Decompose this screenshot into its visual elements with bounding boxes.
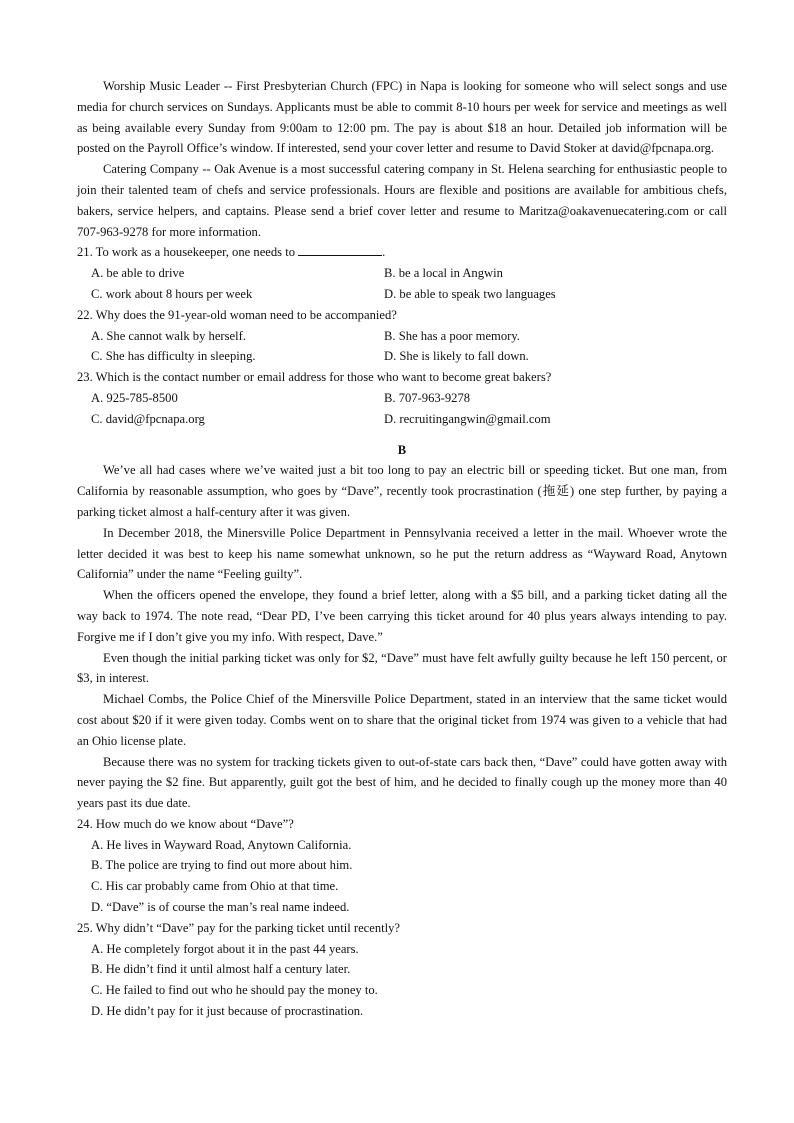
question-stem: 25. Why didn’t “Dave” pay for the parking ticket until recently? (77, 920, 401, 935)
option-c: C. work about 8 hours per week (91, 286, 253, 301)
question-stem: 24. How much do we know about “Dave”? (77, 816, 294, 831)
option-d: D. “Dave” is of course the man’s real name indeed. (91, 900, 350, 915)
options (77, 939, 727, 1022)
option-d: D. recruitingangwin@gmail.com (384, 411, 551, 426)
question-21 (77, 242, 727, 304)
option-a: A. 925-785-8500 (91, 390, 178, 405)
option-b: B. She has a poor memory. (384, 328, 520, 343)
option-c: C. His car probably came from Ohio at that time. (91, 879, 339, 894)
passage-b-paragraph-6: Because there was no system for tracking tickets given to out-of-state cars back then, “Dave” could have gotten away with never paying the $2 fine. But apparently, guilt got the best of him, and he decided to finally cough up the money more than 40 years past its due date. (77, 754, 727, 811)
option-d: D. She is likely to fall down. (384, 349, 529, 364)
question-stem: 21. To work as a housekeeper, one needs to (77, 245, 296, 260)
passage-b-paragraph-5: Michael Combs, the Police Chief of the Minersville Police Department, stated in an interview that the same ticket would cost about $20 if it were given today. Combs went on to share that the original ticket from 1974 was given to a vehicle that had an Ohio license plate. (77, 692, 727, 748)
passage-b-paragraph-4: Even though the initial parking ticket was only for $2, “Dave” must have felt awfully guilty because he left 150 percent, or $3, in interest. (77, 650, 727, 686)
option-b: B. The police are trying to find out more about him. (91, 858, 353, 873)
ad-worship-music-leader: Worship Music Leader -- First Presbyterian Church (FPC) in Napa is looking for someone who will select songs and use media for church services on Sundays. Applicants must be able to commit 8-10 hours per week for service and meetings as well as being available every Sunday from 9:00am to 12:00 pm. The pay is about $18 an hour. Detailed job information will be posted on the Payroll Office’s window. If interested, send your cover letter and resume to David Stoker at david@fpcnapa.org. (77, 79, 727, 156)
passage-b-paragraph-1: We’ve all had cases where we’ve waited just a bit too long to pay an electric bill or speeding ticket. But one man, from California by reasonable assumption, who goes by “Dave”, recently took procrastination (拖延) one step further, by paying a parking ticket almost a half-century after it was given. (77, 463, 727, 519)
question-stem: 22. Why does the 91-year-old woman need to be accompanied? (77, 307, 397, 322)
option-d: D. He didn’t pay for it just because of procrastination. (91, 1004, 364, 1019)
ad-catering-company: Catering Company -- Oak Avenue is a most successful catering company in St. Helena searching for enthusiastic people to join their talented team of chefs and service professionals. Hours are flexible and positions are available for ambitious chefs, bakers, service helpers, and captains. Please send a brief cover letter and resume to Maritza@oakavenuecatering.com or call 707-963-9278 for more information. (77, 162, 727, 239)
answer-blank (298, 242, 382, 256)
question-25 (77, 918, 727, 1022)
option-c: C. He failed to find out who he should pay the money to. (91, 983, 378, 998)
option-a: A. She cannot walk by herself. (91, 328, 246, 343)
passage-b-paragraph-3: When the officers opened the envelope, they found a brief letter, along with a $5 bill, and a parking ticket dating all the way back to 1974. The note read, “Dear PD, I’ve been carrying this ticket around for 40 plus years always intending to pay. Forgive me if I don’t give you my info. With respect, Dave.” (77, 588, 727, 644)
section-b-title: B (397, 442, 407, 457)
option-b: B. He didn’t find it until almost half a century later. (91, 962, 351, 977)
option-a: A. be able to drive (91, 266, 185, 281)
option-a: A. He lives in Wayward Road, Anytown California. (91, 837, 352, 852)
question-24 (77, 814, 727, 918)
options (77, 326, 727, 368)
option-b: B. 707-963-9278 (384, 390, 471, 405)
option-a: A. He completely forgot about it in the past 44 years. (91, 941, 359, 956)
option-c: C. She has difficulty in sleeping. (91, 349, 256, 364)
question-22 (77, 305, 727, 367)
question-punctuation: . (382, 245, 386, 260)
options (77, 835, 727, 918)
question-23 (77, 367, 727, 429)
option-c: C. david@fpcnapa.org (91, 411, 205, 426)
document-page (77, 76, 727, 1022)
options (77, 263, 727, 305)
options (77, 388, 727, 430)
passage-b-paragraph-2: In December 2018, the Minersville Police Department in Pennsylvania received a letter in the mail. Whoever wrote the letter decided it was best to keep his name somewhat unknown, so he put the return address as “Wayward Road, Anytown California” under the name “Feeling guilty”. (77, 525, 727, 582)
option-b: B. be a local in Angwin (384, 266, 503, 281)
option-d: D. be able to speak two languages (384, 286, 556, 301)
question-stem: 23. Which is the contact number or email address for those who want to become great bakers? (77, 370, 552, 385)
